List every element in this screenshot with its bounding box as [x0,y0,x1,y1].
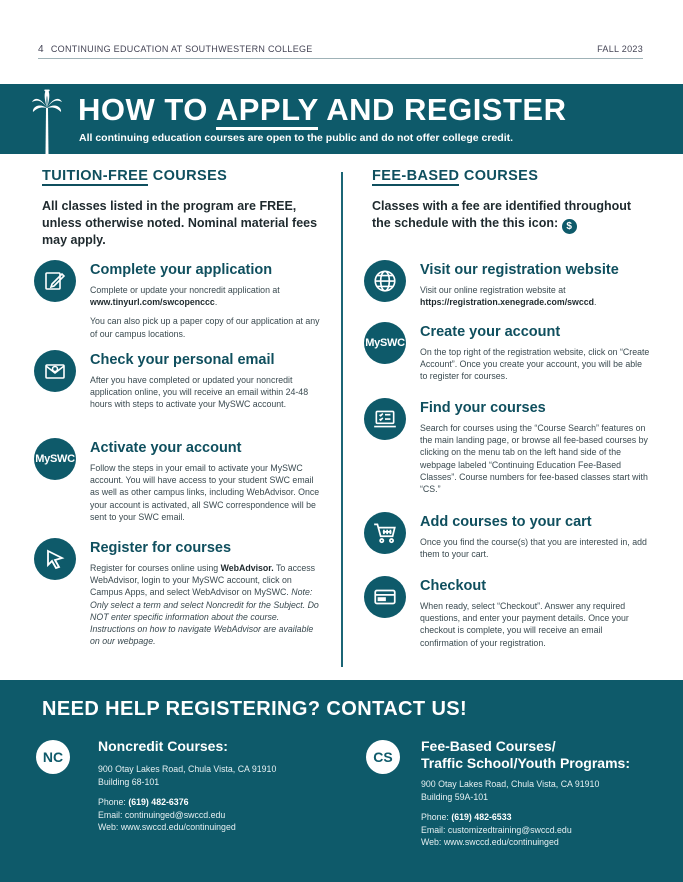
building-line: Building 59A-101 [421,791,489,802]
credit-card-icon [364,576,406,618]
web-link[interactable]: Web: www.swccd.edu/continuinged [421,837,559,847]
step-title: Check your personal email [90,352,275,368]
running-head [38,44,313,55]
address-line: 900 Otay Lakes Road, Chula Vista, CA 91910 [98,764,277,774]
page-title: HOW TO APPLY AND REGISTER [78,92,566,128]
fee-based-column [365,168,650,648]
myswc-logo-icon: MySWC [34,438,76,480]
step-title: Create your account [420,324,561,340]
webadvisor-link[interactable]: WebAdvisor. [220,563,274,573]
fee-based-lead: Classes with a fee are identified throughout the schedule with the this icon: $ [372,199,632,232]
registration-link[interactable]: https://registration.xenegrade.com/swccd [420,297,595,308]
season-label: FALL 2023 [597,44,643,54]
step-text: After you have completed or updated your noncredit application online, you will receive an email within 24-48 hours with steps to activate your MySWC account. [90,375,309,410]
phone-line: Phone: (619) 482-6533 [421,812,512,822]
cs-badge-icon: CS [366,740,400,774]
step-text: Complete or update your noncredit application at www.tinyurl.com/swcopenccc. [90,285,280,308]
step-text: Register for courses online using WebAdvisor. To access WebAdvisor, login to your MySWC account, click on Campus Apps, and select WebAdvisor on MySWC. Note: Only select a term and select Noncredit for the Subject. Do NOT enter specific information about the course. Instructions on how to navigate WebAdvisor are available on our webpage. [90,563,319,647]
step-title: Find your courses [420,400,546,416]
tuition-free-column [35,168,332,647]
myswc-logo-icon: MySWC [364,322,406,364]
publication-name: CONTINUING EDUCATION AT SOUTHWESTERN COLLEGE [50,44,313,54]
contact-section [0,680,683,882]
edit-document-icon [34,260,76,302]
step-text: On the top right of the registration website, click on “Create Account”. Once you create your account, you will be able to register for courses. [420,347,650,382]
column-divider [341,172,343,667]
step-text: Once you find the course(s) that you are interested in, add them to your cart. [420,537,647,560]
step-text: When ready, select “Checkout”. Answer any required questions, and enter your payment details. Once your checkout is complete, you will receive an email confirmation of your registration. [420,601,629,648]
nc-badge-icon: NC [36,740,70,774]
contact-card-title: Fee-Based Courses/ Traffic School/Youth Programs: [421,738,630,771]
step-title: Add courses to your cart [420,514,592,530]
page-number: 4 [38,44,44,55]
phone-link[interactable]: (619) 482-6533 [451,812,512,822]
fee-based-title: FEE-BASED COURSES [372,168,539,184]
laptop-checklist-icon [364,398,406,440]
phone-link[interactable]: (619) 482-6376 [128,797,189,807]
step-title: Register for courses [90,540,232,556]
building-line: Building 68-101 [98,776,160,787]
step-title: Activate your account [90,440,242,456]
hero-subtitle: All continuing education courses are open to the public and do not offer college credit. [79,132,514,144]
header-rule [38,58,643,59]
tuition-free-title: TUITION-FREE COURSES [42,168,228,184]
cursor-pointer-icon [34,538,76,580]
phone-line: Phone: (619) 482-6376 [98,797,189,807]
step-title: Checkout [420,578,487,594]
shopping-cart-icon [364,512,406,554]
step-text: Visit our online registration website at https://registration.xenegrade.com/swccd. [420,285,597,308]
web-link[interactable]: Web: www.swccd.edu/continuinged [98,822,236,832]
step-text: Search for courses using the “Course Search” features on the main landing page, or browse all fee-based courses by clicking on the menu tab on the left hand side of the webpage labeled “Continuing Education Fee-Based Classes”. Course numbers for fee-based classes start with “CS.” [420,423,648,495]
contact-title: NEED HELP REGISTERING? CONTACT US! [42,698,468,720]
application-link[interactable]: www.tinyurl.com/swcopenccc [90,297,215,308]
email-link[interactable]: Email: continuinged@swccd.edu [98,809,226,820]
dollar-fee-icon: $ [562,219,577,234]
step-text: You can also pick up a paper copy of our application at any of our campus locations. [90,316,320,339]
contact-card-title: Noncredit Courses: [98,738,228,754]
palm-tree-logo-icon [30,88,64,154]
globe-icon [364,260,406,302]
step-text: Follow the steps in your email to activate your MySWC account. You will have access to your student SWC email as well as other campus links, including WebAdvisor. Once your account is activated, all SWC correspondence will be sent to your SWC email. [90,463,320,522]
hero-banner [0,84,683,154]
step-title: Visit our registration website [420,262,619,278]
address-line: 900 Otay Lakes Road, Chula Vista, CA 91910 [421,779,600,789]
page-header [0,0,683,62]
email-envelope-icon [34,350,76,392]
tuition-free-lead: All classes listed in the program are FREE, unless otherwise noted. Nominal material fees may apply. [42,199,318,247]
email-link[interactable]: Email: customizedtraining@swccd.edu [421,824,572,835]
step-title: Complete your application [90,262,273,278]
